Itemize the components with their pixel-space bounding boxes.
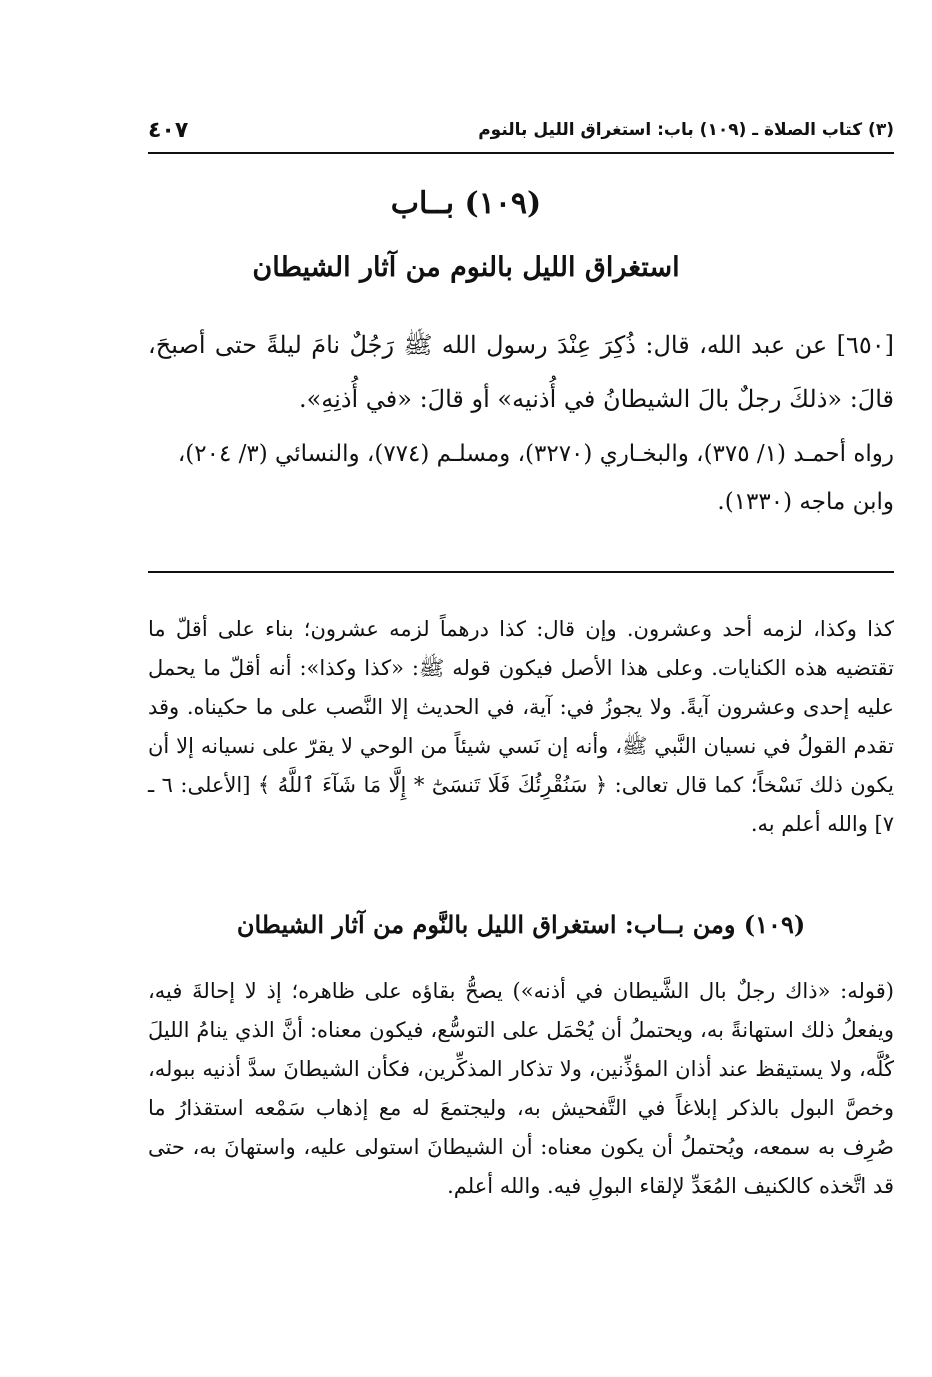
footnote-divider [148, 571, 894, 573]
commentary-paragraph-2: (قوله: «ذاك رجلٌ بال الشَّيطان في أذنه») يصحُّ بقاؤه على ظاهره؛ إذ لا إحالةَ فيه، ويفعلُ ذلك استهانةً به، ويحتملُ أن يُحْمَل على التوسُّع، فيكون معناه: أنَّ الذي ينامُ الليلَ كُلَّه، ولا يستيقظ عند أذان المؤذِّنين، ولا تذكار المذكِّرين، فكأن الشيطانَ سدَّ أذنيه ببوله، وخصَّ البول بالذكر إبلاغاً في التَّفحيش به، وليجتمعَ له مع إذهاب سَمْعه استقذارُ ما صُرِف به سمعه، ويُحتملُ أن يكون معناه: أن الشيطانَ استولى عليه، واستهانَ به، حتى قد اتَّخذه كالكنيف المُعَدِّ لإلقاء البولِ فيه. والله أعلم. [148, 979, 894, 1198]
commentary-section-heading: (١٠٩) ومن بــاب: استغراق الليل بالنَّوم من آثار الشيطان [236, 910, 806, 939]
commentary-paragraph-1: كذا وكذا، لزمه أحد وعشرون. وإن قال: كذا درهماً لزمه عشرون؛ بناء على أقلّ ما تقتضيه هذه الكنايات. وعلى هذا الأصل فيكون قوله ﷺ: «كذا وكذا»: أنه أقلّ ما يحمل عليه إحدى وعشرون آيةً. ولا يجوزُ في: آية، في الحديث إلا النَّصب على ما حكيناه. وقد تقدم القولُ في نسيان النَّبي ﷺ، وأنه إن نَسي شيئاً من الوحي لا يقرّ على نسيانه إلا أن يكون ذلك نَسْخاً؛ كما قال تعالى: ﴿ سَنُقْرِئُكَ فَلَا تَنسَىٰٓ * إِلَّا مَا شَآءَ ٱللَّهُ ﴾ [الأعلى: ٦ ـ ٧] والله أعلم به. [148, 617, 895, 836]
page-number: ٤٠٧ [148, 118, 189, 143]
hadith-text [148, 318, 894, 426]
chapter-heading: (١٠٩) بــاب [390, 186, 542, 221]
hadith-source: رواه أحمـد (١/ ٣٧٥)، والبخـاري (٣٢٧٠)، ومسلـم (٧٧٤)، والنسائي (٣/ ٢٠٤)، وابن ماجه (١٣٣٠). [177, 441, 894, 515]
running-header-title: (٣) كتاب الصلاة ـ (١٠٩) باب: استغراق الليل بالنوم [478, 120, 894, 140]
chapter-title: استغراق الليل بالنوم من آثار الشيطان [252, 252, 680, 283]
running-header [148, 118, 894, 154]
hadith-paragraph: [٦٥٠] عن عبد الله، قال: ذُكِرَ عِنْدَ رسول الله ﷺ رَجُلٌ نامَ ليلةً حتى أصبحَ، قالَ: «ذلكَ رجلٌ بالَ الشيطانُ في أُذنيه» أو قالَ: «في أُذنِهِ». [148, 331, 894, 413]
